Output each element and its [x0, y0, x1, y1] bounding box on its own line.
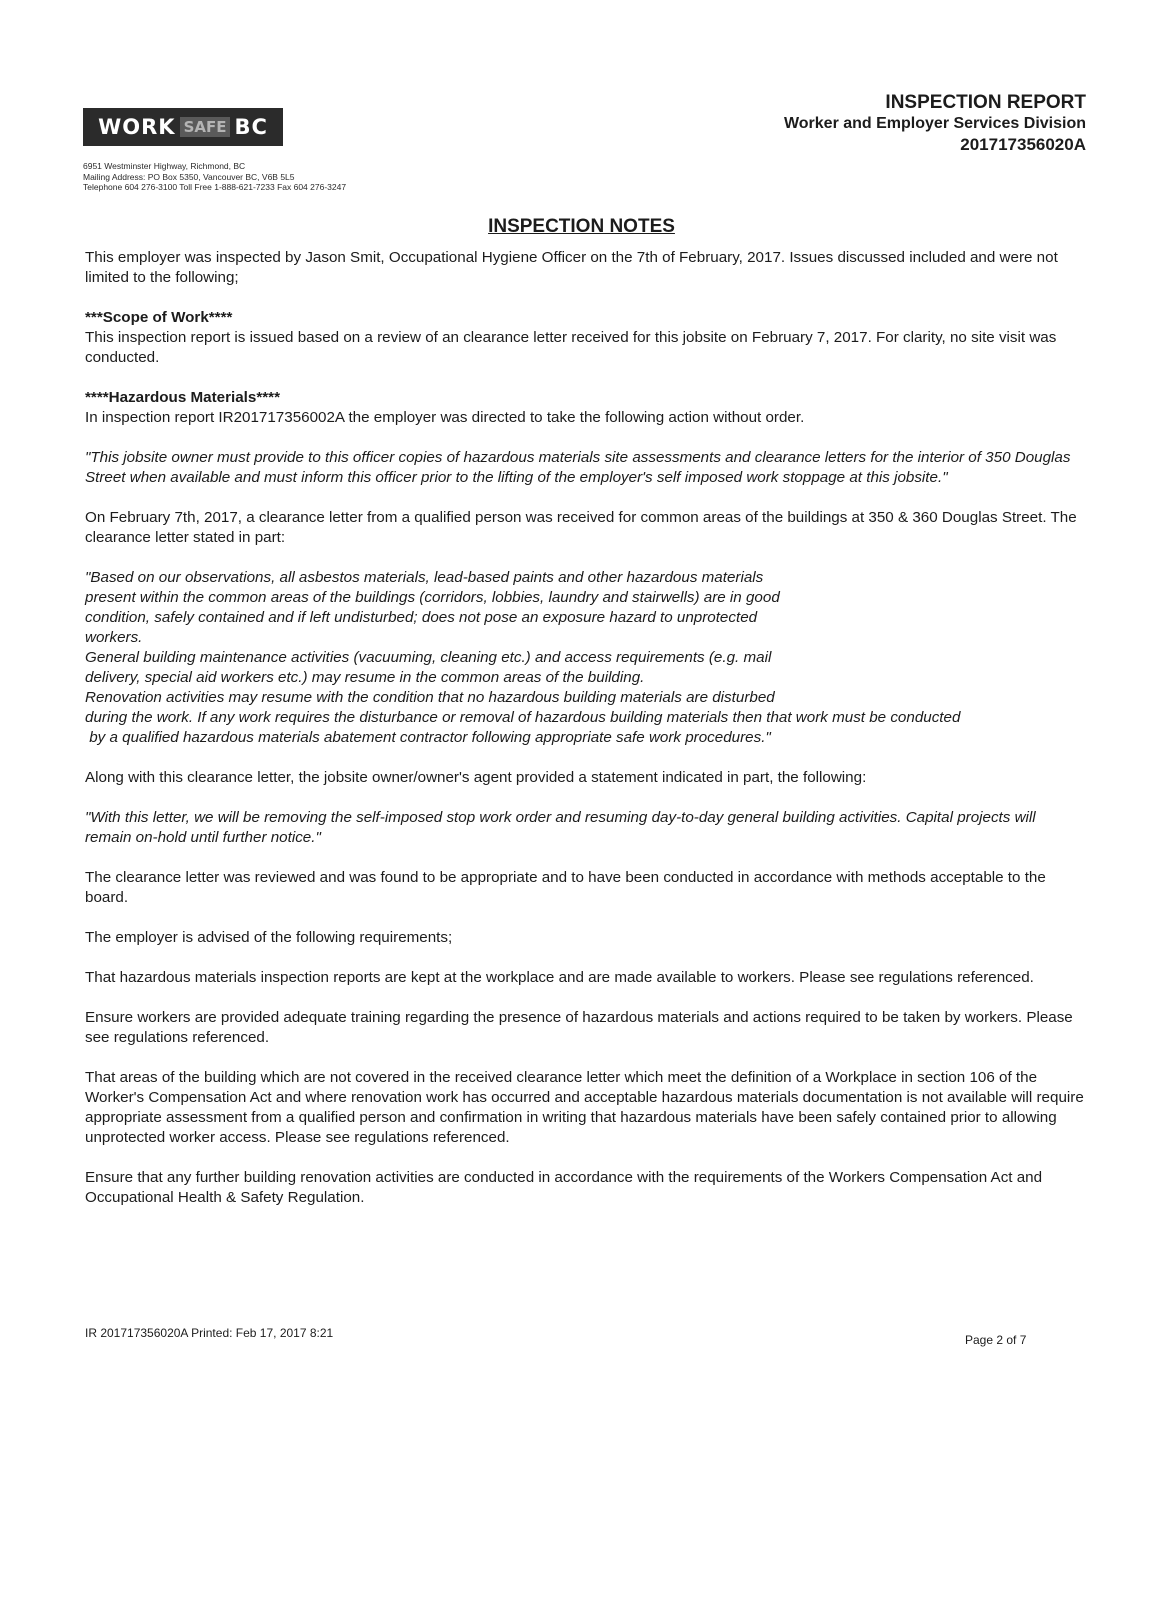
clearance-intro-paragraph: On February 7th, 2017, a clearance letter from a qualified person was received for common areas of the buildings at 350 & 360 Douglas Street. The clearance letter stated in part: — [85, 509, 1077, 546]
requirement-inspection-reports: That hazardous materials inspection reports are kept at the workplace and are made available to workers. Please see regulations referenced. — [85, 969, 1034, 986]
scope-paragraph: This inspection report is issued based on a review of an clearance letter received for this jobsite on February 7, 2017. For clarity, no site visit was conducted. — [85, 329, 1057, 366]
requirement-training: Ensure workers are provided adequate training regarding the presence of hazardous materials and actions required to be taken by workers. Please see regulations referenced. — [85, 1009, 1073, 1046]
quote-line: "Based on our observations, all asbestos materials, lead-based paints and other hazardous materials — [85, 569, 764, 586]
report-header — [784, 92, 1086, 155]
quote-line: delivery, special aid workers etc.) may resume in the common areas of the building. — [85, 669, 645, 686]
quote-directive: "This jobsite owner must provide to this officer copies of hazardous materials site assessments and clearance letters for the interior of 350 Douglas Street when available and must inform this officer prior to the lifting of the employer's self imposed work stoppage at this jobsite." — [85, 449, 1071, 486]
quote-line: present within the common areas of the buildings (corridors, lobbies, laundry and stairwells) are in good — [85, 589, 780, 606]
report-division: Worker and Employer Services Division — [783, 115, 1086, 132]
quote-line: during the work. If any work requires the disturbance or removal of hazardous building materials then that work must be conducted — [85, 709, 961, 726]
footer-printed: IR 201717356020A Printed: Feb 17, 2017 8:21 — [85, 1326, 334, 1340]
hazard-heading: ****Hazardous Materials**** — [85, 389, 280, 406]
worksafebc-logo — [83, 108, 283, 146]
statement-intro-paragraph: Along with this clearance letter, the jobsite owner/owner's agent provided a statement indicated in part, the following: — [85, 769, 867, 786]
logo-word-safe: SAFE — [180, 117, 231, 137]
hazard-paragraph: In inspection report IR201717356002A the employer was directed to take the following action without order. — [85, 409, 805, 426]
quote-owner-statement: "With this letter, we will be removing the self-imposed stop work order and resuming day-to-day general building activities. Capital projects will remain on-hold until further notice." — [85, 809, 1036, 846]
report-body — [85, 248, 1085, 1208]
quote-line: by a qualified hazardous materials abatement contractor following appropriate safe work procedures." — [85, 729, 771, 746]
scope-heading: ***Scope of Work**** — [85, 309, 233, 326]
logo-word-bc: BC — [234, 115, 268, 139]
logo-word-work: WORK — [98, 115, 176, 139]
footer-page-number: Page 2 of 7 — [965, 1333, 1027, 1347]
address-block — [83, 161, 346, 193]
review-paragraph: The clearance letter was reviewed and was found to be appropriate and to have been conducted in accordance with methods acceptable to the board. — [85, 869, 1046, 906]
intro-paragraph: This employer was inspected by Jason Smit, Occupational Hygiene Officer on the 7th of February, 2017. Issues discussed included and were not limited to the following; — [85, 249, 1058, 286]
report-type: INSPECTION REPORT — [885, 92, 1086, 113]
quote-line: condition, safely contained and if left undisturbed; does not pose an exposure hazard to unprotected — [85, 609, 758, 626]
section-title: INSPECTION NOTES — [488, 216, 675, 237]
quote-line: Renovation activities may resume with the condition that no hazardous building materials are disturbed — [85, 689, 775, 706]
quote-line: workers. — [85, 629, 143, 646]
advised-paragraph: The employer is advised of the following requirements; — [85, 929, 453, 946]
address-street: 6951 Westminster Highway, Richmond, BC — [83, 161, 246, 171]
requirement-assessment: That areas of the building which are not covered in the received clearance letter which meet the definition of a Workplace in section 106 of the Worker's Compensation Act and where renovation work has occurred and acceptable hazardous materials documentation is not available will require appropriate assessment from a qualified person and confirmation in writing that hazardous materials have been safely contained prior to allowing unprotected worker access. Please see regulations referenced. — [85, 1069, 1084, 1146]
quote-line: General building maintenance activities (vacuuming, cleaning etc.) and access requirements (e.g. mail — [85, 649, 772, 666]
report-number: 201717356020A — [960, 135, 1086, 154]
address-mailing: Mailing Address: PO Box 5350, Vancouver BC, V6B 5L5 — [83, 171, 295, 182]
requirement-renovation: Ensure that any further building renovation activities are conducted in accordance with the requirements of the Workers Compensation Act and Occupational Health & Safety Regulation. — [85, 1169, 1043, 1206]
address-telephone: Telephone 604 276-3100 Toll Free 1-888-621-7233 Fax 604 276-3247 — [83, 182, 347, 192]
quote-clearance-letter — [85, 568, 1085, 748]
